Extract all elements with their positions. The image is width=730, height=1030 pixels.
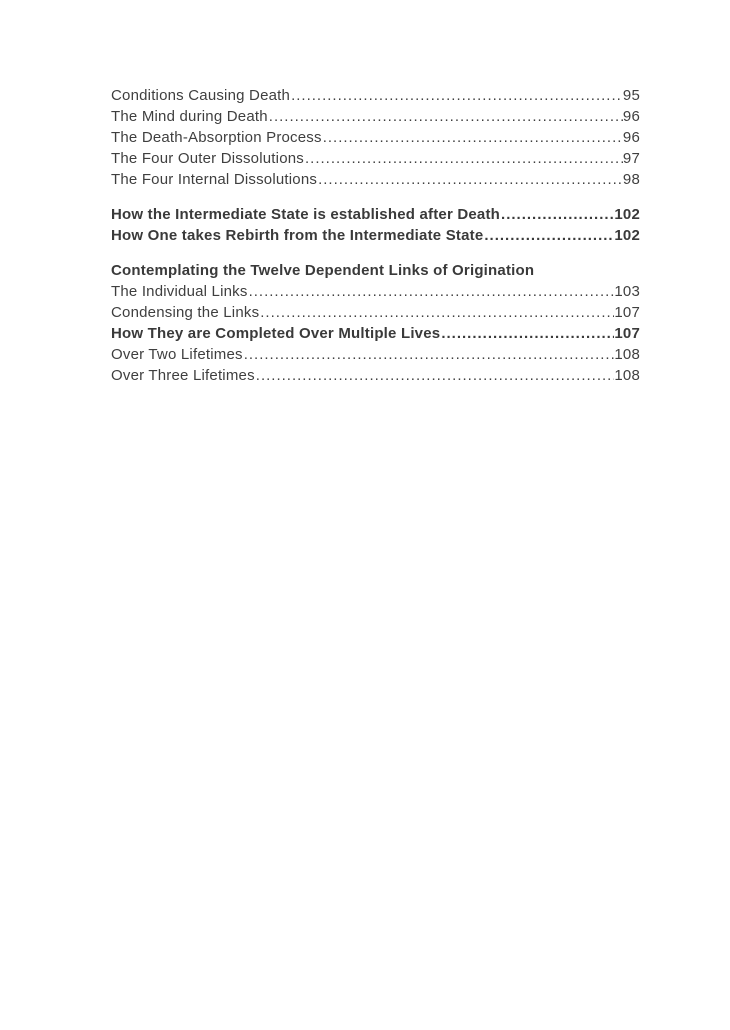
toc-entry-title: How They are Completed Over Multiple Lives [111,325,441,342]
toc-section-twelve-links [111,260,640,386]
toc-entry [111,204,640,225]
dot-leader [483,225,614,246]
toc-section-intermediate-state [111,204,640,246]
toc-heading-title: Contemplating the Twelve Dependent Links of Origination [111,262,535,279]
toc-entry-title: The Mind during Death [111,108,268,125]
dot-leader [243,344,615,365]
toc-entry-title: Condensing the Links [111,304,260,321]
toc-entry-page: 103 [614,283,640,300]
dot-leader [322,127,623,148]
toc-entry [111,106,640,127]
toc-entry-page: 98 [622,171,640,188]
toc-entry-page: 108 [614,346,640,363]
toc-entry-title: Conditions Causing Death [111,87,291,104]
toc-entry-page: 102 [614,227,640,244]
toc-entry [111,169,640,190]
toc-entry [111,365,640,386]
toc-entry-page: 95 [622,87,640,104]
dot-leader [259,302,614,323]
toc-heading [111,260,640,281]
toc-entry-title: The Four Internal Dissolutions [111,171,318,188]
toc-entry-page: 96 [622,129,640,146]
toc-entry [111,281,640,302]
toc-section-death [111,85,640,190]
dot-leader [255,365,615,386]
table-of-contents [111,85,640,386]
toc-entry-page: 107 [614,325,640,342]
toc-entry [111,344,640,365]
toc-entry-title: The Individual Links [111,283,248,300]
toc-entry [111,302,640,323]
dot-leader [290,85,623,106]
toc-entry-title: How One takes Rebirth from the Intermediate State [111,227,484,244]
toc-entry-title: How the Intermediate State is established after Death [111,206,501,223]
toc-entry-title: The Death-Absorption Process [111,129,322,146]
toc-entry [111,225,640,246]
toc-entry-title: The Four Outer Dissolutions [111,150,304,167]
toc-entry-page: 107 [614,304,640,321]
toc-entry [111,127,640,148]
dot-leader [500,204,614,225]
dot-leader [317,169,623,190]
toc-entry [111,323,640,344]
toc-entry-page: 108 [614,367,640,384]
toc-entry-page: 96 [622,108,640,125]
dot-leader [268,106,623,127]
toc-entry-title: Over Two Lifetimes [111,346,243,363]
dot-leader [248,281,615,302]
dot-leader [304,148,623,169]
toc-entry-page: 97 [622,150,640,167]
toc-entry-title: Over Three Lifetimes [111,367,255,384]
dot-leader [440,323,614,344]
toc-entry-page: 102 [614,206,640,223]
toc-entry [111,85,640,106]
toc-entry [111,148,640,169]
